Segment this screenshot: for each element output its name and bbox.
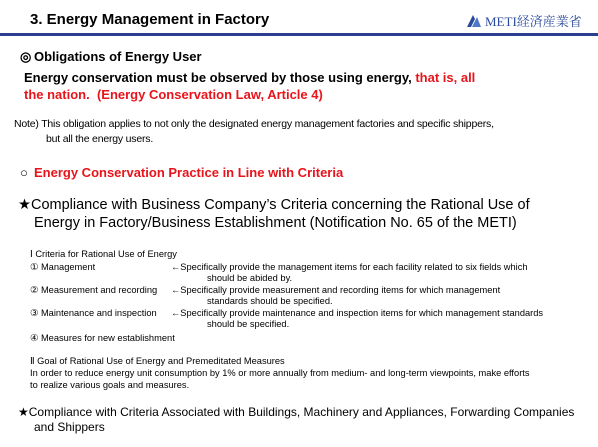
criteria-item-4-label bbox=[30, 333, 175, 344]
criteria-item-4-label-text: Measures for new establishment bbox=[40, 333, 175, 343]
criteria-item-3-num: ③ bbox=[30, 308, 39, 318]
obligations-line-1 bbox=[24, 70, 475, 85]
double-circle-icon: ◎ bbox=[20, 49, 32, 64]
criteria-heading: Ⅰ Criteria for Rational Use of Energy bbox=[30, 249, 177, 259]
obligations-heading bbox=[20, 49, 202, 65]
compliance-1-line-2: Energy in Factory/Business Establishment (Notification No. 65 of the METI) bbox=[34, 215, 517, 231]
criteria-item-2-desc-2: standards should be specified. bbox=[207, 296, 333, 306]
note-line-2: but all the energy users. bbox=[46, 133, 154, 145]
slide-header bbox=[0, 0, 598, 38]
header-divider bbox=[0, 33, 598, 36]
criteria-item-1-desc-1: ←Specifically provide the management items for each facility related to six fields which bbox=[171, 262, 528, 272]
star-icon: ★ bbox=[18, 197, 31, 213]
note-line-1: Note) This obligation applies to not only the designated energy management factories and specific shippers, bbox=[14, 118, 494, 130]
compliance-2-line-1 bbox=[18, 405, 574, 419]
goal-line-1: In order to reduce energy unit consumption by 1% or more annually from medium- and long-term viewpoints, make efforts bbox=[30, 368, 530, 378]
obligations-heading-text: Obligations of Energy User bbox=[34, 49, 202, 64]
obligations-line-1-red: that is, all bbox=[415, 70, 476, 85]
compliance-1-line-1-text: Compliance with Business Company’s Criteria concerning the Rational Use of bbox=[31, 197, 530, 213]
criteria-item-3-label bbox=[30, 308, 157, 319]
criteria-item-3-desc-2: should be specified. bbox=[207, 319, 290, 329]
meti-logo-text: METI経済産業省 bbox=[485, 14, 582, 29]
criteria-item-2-desc-1: ←Specifically provide measurement and recording items for which management bbox=[171, 285, 501, 295]
compliance-2-line-1-text: Compliance with Criteria Associated with Buildings, Machinery and Appliances, Forwarding Companies bbox=[28, 405, 575, 419]
criteria-item-3-label-text: Maintenance and inspection bbox=[40, 308, 157, 318]
meti-logo-icon bbox=[466, 13, 482, 29]
meti-logo bbox=[466, 11, 582, 30]
practice-heading bbox=[20, 165, 343, 180]
obligations-line-1-black: Energy conservation must be observed by those using energy, bbox=[24, 70, 412, 85]
compliance-1-line-1 bbox=[18, 197, 530, 213]
criteria-item-3-desc-1: ←Specifically provide maintenance and inspection items for which management standards bbox=[171, 308, 544, 318]
compliance-2-line-2: and Shippers bbox=[34, 420, 105, 434]
goal-line-2: to realize various goals and measures. bbox=[30, 380, 190, 390]
obligations-line-2 bbox=[24, 87, 323, 102]
goal-heading: Ⅱ Goal of Rational Use of Energy and Premeditated Measures bbox=[30, 356, 285, 366]
criteria-item-4-num: ④ bbox=[30, 333, 39, 343]
criteria-item-2-label-text: Measurement and recording bbox=[40, 285, 158, 295]
criteria-item-2-num: ② bbox=[30, 285, 39, 295]
criteria-item-1-label bbox=[30, 262, 95, 273]
circle-icon: ○ bbox=[20, 165, 28, 180]
obligations-line-2-a: the nation. bbox=[24, 87, 90, 102]
obligations-line-2-b: (Energy Conservation Law, Article 4) bbox=[96, 87, 323, 102]
practice-heading-text: Energy Conservation Practice in Line with Criteria bbox=[34, 165, 344, 180]
criteria-item-1-num: ① bbox=[30, 262, 39, 272]
star-icon-2: ★ bbox=[18, 405, 29, 419]
criteria-item-1-label-text: Management bbox=[40, 262, 96, 272]
criteria-item-2-label bbox=[30, 285, 157, 296]
slide-title: 3. Energy Management in Factory bbox=[30, 11, 270, 28]
criteria-item-1-desc-2: should be abided by. bbox=[207, 273, 293, 283]
